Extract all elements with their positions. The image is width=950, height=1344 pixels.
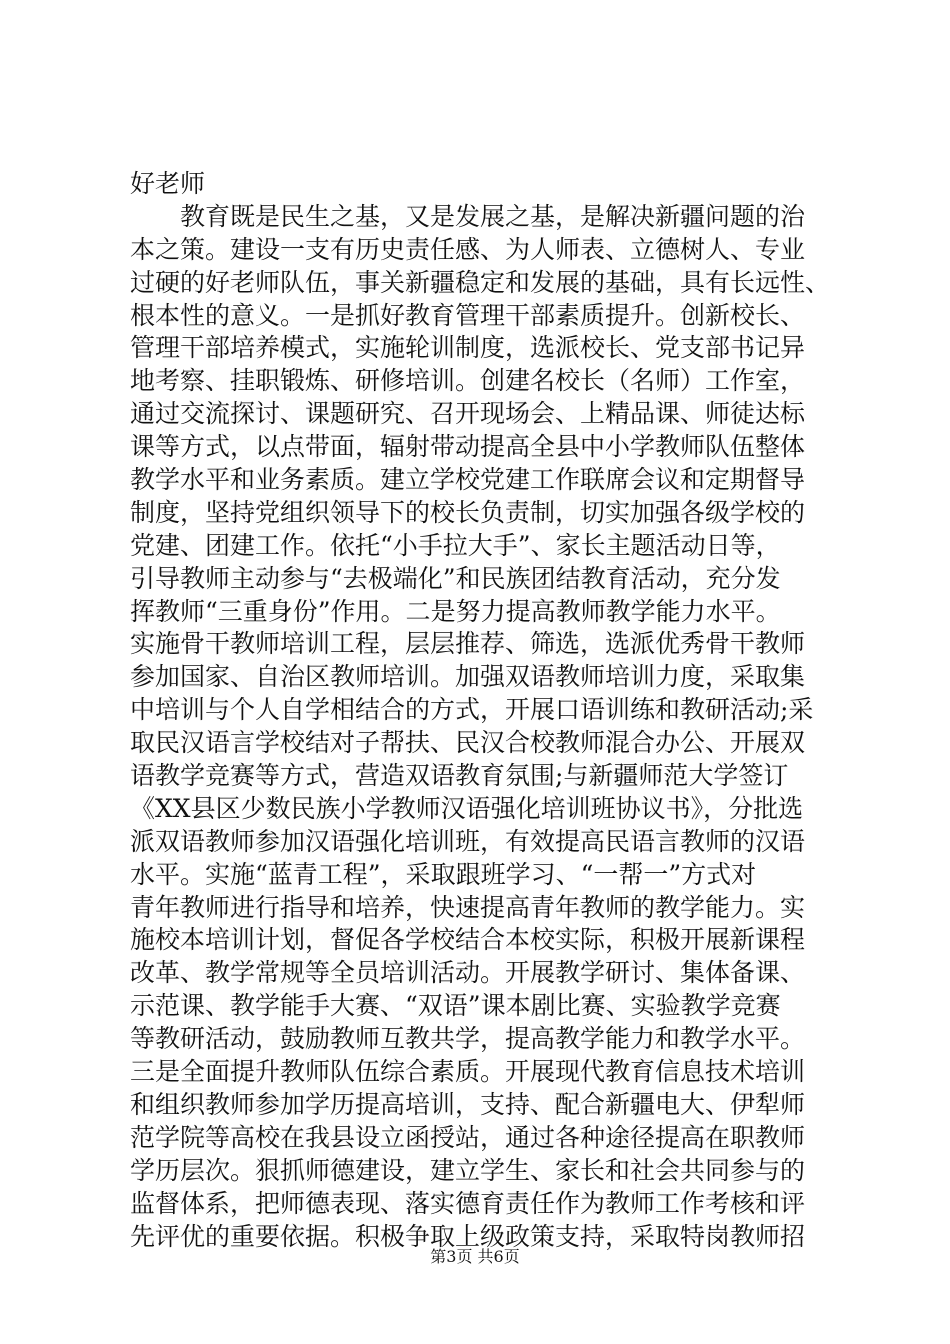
text-line: 取民汉语言学校结对子帮扶、民汉合校教师混合办公、开展双 [130, 728, 806, 758]
text-line: 水平。实施“蓝青工程”，采取跟班学习、“一帮一”方式对 [130, 859, 757, 889]
text-line: 施校本培训计划，督促各学校结合本校实际，积极开展新课程 [130, 925, 806, 955]
text-line: 根本性的意义。一是抓好教育管理干部素质提升。创新校长、 [130, 300, 806, 330]
text-line: 地考察、挂职锻炼、研修培训。创建名校长（名师）工作室， [130, 366, 806, 396]
text-line: 管理干部培养模式，实施轮训制度，选派校长、党支部书记异 [130, 333, 806, 363]
text-line: 教学水平和业务素质。建立学校党建工作联席会议和定期督导 [130, 465, 806, 495]
text-line: 等教研活动，鼓励教师互教共学，提高教学能力和教学水平。 [130, 1024, 806, 1054]
text-line: 参加国家、自治区教师培训。加强双语教师培训力度，采取集 [130, 662, 806, 692]
text-line: 党建、团建工作。依托“小手拉大手”、家长主题活动日等， [130, 530, 781, 560]
text-line: 过硬的好老师队伍，事关新疆稳定和发展的基础，具有长远性、 [130, 267, 831, 297]
text-line: 好老师 [130, 169, 206, 198]
text-line: 派双语教师参加汉语强化培训班，有效提高民语言教师的汉语 [130, 826, 806, 856]
text-line: 和组织教师参加学历提高培训，支持、配合新疆电大、伊犁师 [130, 1089, 806, 1119]
text-line: 学历层次。狠抓师德建设，建立学生、家长和社会共同参与的 [130, 1155, 806, 1185]
text-line: 通过交流探讨、课题研究、召开现场会、上精品课、师徒达标 [130, 399, 806, 429]
text-line: 青年教师进行指导和培养，快速提高青年教师的教学能力。实 [130, 892, 806, 922]
text-line: 三是全面提升教师队伍综合素质。开展现代教育信息技术培训 [130, 1057, 806, 1087]
body-text [130, 168, 850, 1253]
text-line: 引导教师主动参与“去极端化”和民族团结教育活动，充分发 [130, 563, 781, 593]
text-line: 课等方式，以点带面，辐射带动提高全县中小学教师队伍整体 [130, 432, 806, 462]
text-line: 范学院等高校在我县设立函授站，通过各种途径提高在职教师 [130, 1122, 806, 1152]
text-line: 示范课、教学能手大赛、“双语”课本剧比赛、实验教学竞赛 [130, 991, 781, 1021]
text-line: 先评优的重要依据。积极争取上级政策支持，采取特岗教师招 [130, 1221, 806, 1251]
text-line: 实施骨干教师培训工程，层层推荐、筛选，选派优秀骨干教师 [130, 629, 806, 659]
text-line: 改革、教学常规等全员培训活动。开展教学研讨、集体备课、 [130, 958, 806, 988]
page-number-footer: 第3页 共6页 [430, 1247, 520, 1266]
text-line: 本之策。建设一支有历史责任感、为人师表、立德树人、专业 [130, 234, 806, 264]
text-line: 挥教师“三重身份”作用。二是努力提高教师教学能力水平。 [130, 596, 781, 626]
text-line: 《XX县区少数民族小学教师汉语强化培训班协议书》，分批选 [130, 793, 804, 823]
text-line: 语教学竞赛等方式，营造双语教育氛围;与新疆师范大学签订 [130, 761, 789, 791]
text-line: 中培训与个人自学相结合的方式，开展口语训练和教研活动;采 [130, 695, 814, 725]
text-line: 制度，坚持党组织领导下的校长负责制，切实加强各级学校的 [130, 497, 806, 527]
text-line: 监督体系，把师德表现、落实德育责任作为教师工作考核和评 [130, 1188, 806, 1218]
text-line: 教育既是民生之基，又是发展之基，是解决新疆问题的治 [180, 201, 806, 231]
